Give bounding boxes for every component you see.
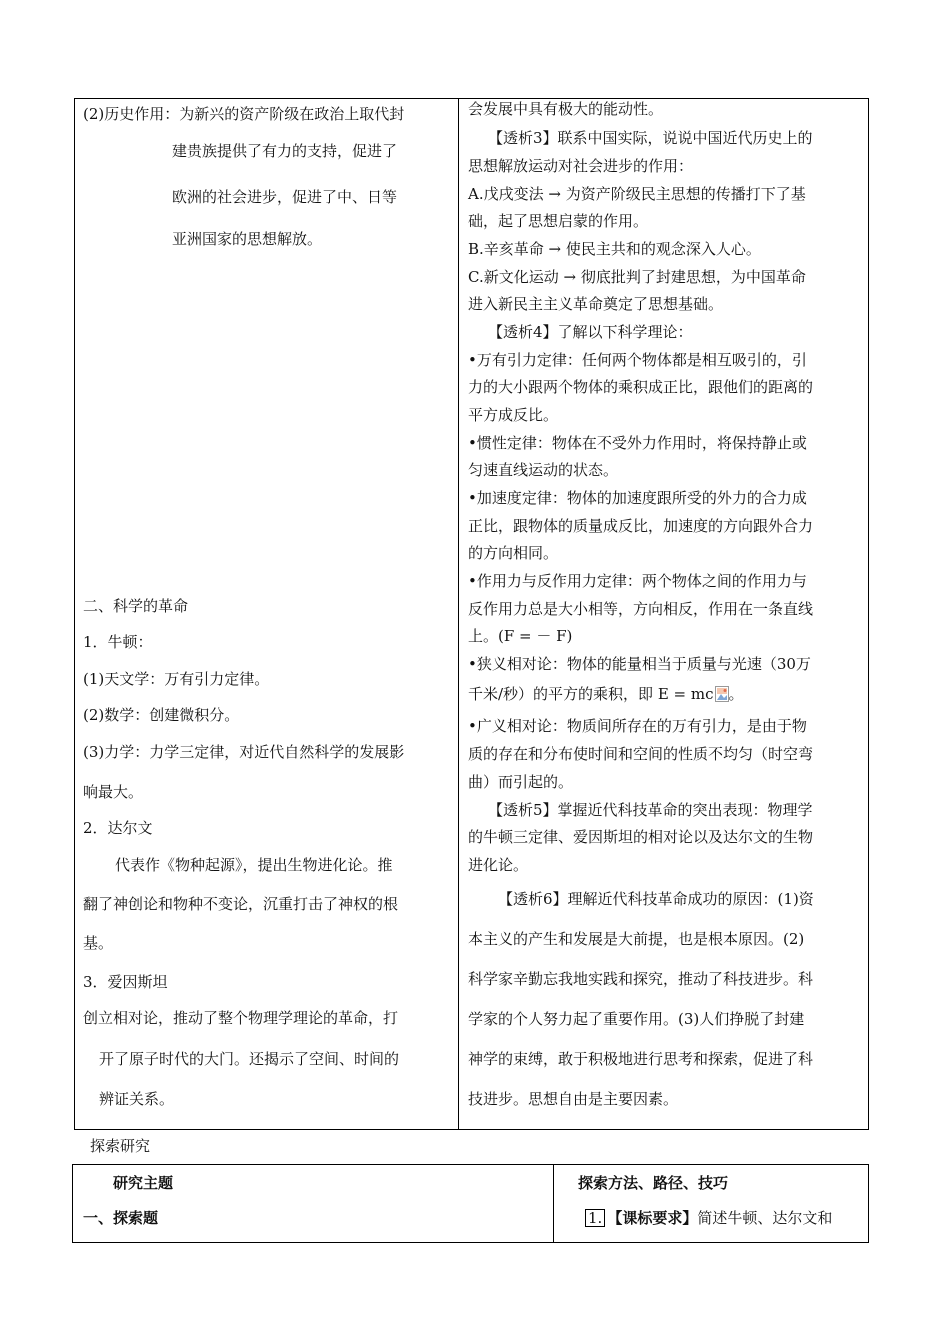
right-line: 进入新民主主义革命奠定了思想基础。 xyxy=(468,295,724,313)
right-line: 进化论。 xyxy=(468,856,529,874)
item-text: 简述牛顿、达尔文和 xyxy=(697,1209,833,1227)
right-line: C.新文化运动 → 彻底批判了封建思想，为中国革命 xyxy=(468,268,806,286)
right-line: A.戊戌变法 → 为资产阶级民主思想的传播打下了基 xyxy=(468,185,806,203)
table-header-topic: 研究主题 xyxy=(113,1174,174,1192)
left-line: 响最大。 xyxy=(83,783,144,801)
right-line: •狭义相对论：物体的能量相当于质量与光速（30万 xyxy=(468,655,811,673)
left-line: 创立相对论，推动了整个物理学理论的革命，打 xyxy=(83,1009,399,1027)
right-line: 【透析3】联系中国实际，说说中国近代历史上的 xyxy=(488,129,813,147)
superscript-image-icon xyxy=(715,686,729,702)
left-line: 3．爱因斯坦 xyxy=(83,973,168,991)
left-line: 辨证关系。 xyxy=(99,1090,175,1108)
right-line: 【透析5】掌握近代科技革命的突出表现：物理学 xyxy=(488,801,813,819)
table-cell-method xyxy=(585,1208,832,1228)
research-table xyxy=(72,1164,869,1243)
right-line: 学家的个人努力起了重要作用。(3)人们挣脱了封建 xyxy=(468,1010,805,1028)
right-line: 平方成反比。 xyxy=(468,406,559,424)
right-line: 上。(F = － F) xyxy=(468,627,573,645)
right-line: 科学家辛勤忘我地实践和探究，推动了科技进步。科 xyxy=(468,970,814,988)
right-line: 会发展中具有极大的能动性。 xyxy=(468,100,664,118)
right-line: 【透析6】理解近代科技革命成功的原因：(1)资 xyxy=(498,890,814,908)
left-line: (2)历史作用：为新兴的资产阶级在政治上取代封 xyxy=(83,105,405,123)
right-line: 曲）而引起的。 xyxy=(468,773,574,791)
right-line: B.辛亥革命 → 使民主共和的观念深入人心。 xyxy=(468,240,761,258)
equation-text: 千米/秒）的平方的乘积，即 E = mc xyxy=(468,685,714,703)
left-line: (3)力学：力学三定律，对近代自然科学的发展影 xyxy=(83,743,405,761)
right-line: 神学的束缚，敢于积极地进行思考和探索，促进了科 xyxy=(468,1050,814,1068)
right-line: 力的大小跟两个物体的乘积成正比，跟他们的距离的 xyxy=(468,378,814,396)
right-line: •广义相对论：物质间所存在的万有引力，是由于物 xyxy=(468,717,807,735)
right-line: 反作用力总是大小相等，方向相反，作用在一条直线 xyxy=(468,600,814,618)
right-line: 匀速直线运动的状态。 xyxy=(468,461,619,479)
left-line: 开了原子时代的大门。还揭示了空间、时间的 xyxy=(99,1050,400,1068)
left-line: 亚洲国家的思想解放。 xyxy=(172,230,323,248)
left-line: 1．牛顿： xyxy=(83,633,153,651)
left-line: 欧洲的社会进步，促进了中、日等 xyxy=(172,188,398,206)
left-line: 2．达尔文 xyxy=(83,819,153,837)
equation-line xyxy=(468,684,744,704)
right-line: 础，起了思想启蒙的作用。 xyxy=(468,212,649,230)
left-line: 建贵族提供了有力的支持，促进了 xyxy=(172,142,398,160)
column-divider xyxy=(458,99,459,1129)
right-line: 技进步。思想自由是主要因素。 xyxy=(468,1090,679,1108)
section-caption: 探索研究 xyxy=(90,1137,151,1155)
left-line: 基。 xyxy=(83,934,114,952)
right-line: •惯性定律：物体在不受外力作用时，将保持静止或 xyxy=(468,434,807,452)
left-line: 翻了神创论和物种不变论，沉重打击了神权的根 xyxy=(83,895,399,913)
right-line: 本主义的产生和发展是大前提，也是根本原因。(2) xyxy=(468,930,805,948)
table-cell-topic: 一、探索题 xyxy=(83,1209,159,1227)
right-line: •万有引力定律：任何两个物体都是相互吸引的，引 xyxy=(468,351,807,369)
right-line: 的牛顿三定律、爱因斯坦的相对论以及达尔文的生物 xyxy=(468,828,814,846)
column-divider xyxy=(553,1165,554,1242)
right-line: •加速度定律：物体的加速度跟所受的外力的合力成 xyxy=(468,489,807,507)
right-line: 质的存在和分布使时间和空间的性质不均匀（时空弯 xyxy=(468,745,814,763)
right-line: 【透析4】了解以下科学理论： xyxy=(488,323,693,341)
content-table xyxy=(74,98,869,1130)
right-line: •作用力与反作用力定律：两个物体之间的作用力与 xyxy=(468,572,807,590)
right-line: 思想解放运动对社会进步的作用： xyxy=(468,157,694,175)
equation-suffix: 。 xyxy=(728,685,744,703)
left-line: (2)数学：创建微积分。 xyxy=(83,706,240,724)
table-header-method: 探索方法、路径、技巧 xyxy=(578,1174,729,1192)
left-line: 代表作《物种起源》，提出生物进化论。推 xyxy=(115,856,393,874)
right-line: 的方向相同。 xyxy=(468,544,559,562)
right-line: 正比，跟物体的质量成反比，加速度的方向跟外合力 xyxy=(468,517,814,535)
item-tag: 【课标要求】 xyxy=(607,1209,698,1227)
section-heading: 二、科学的革命 xyxy=(83,597,189,615)
left-line: (1)天文学：万有引力定律。 xyxy=(83,670,270,688)
item-number: 1. xyxy=(585,1209,605,1227)
